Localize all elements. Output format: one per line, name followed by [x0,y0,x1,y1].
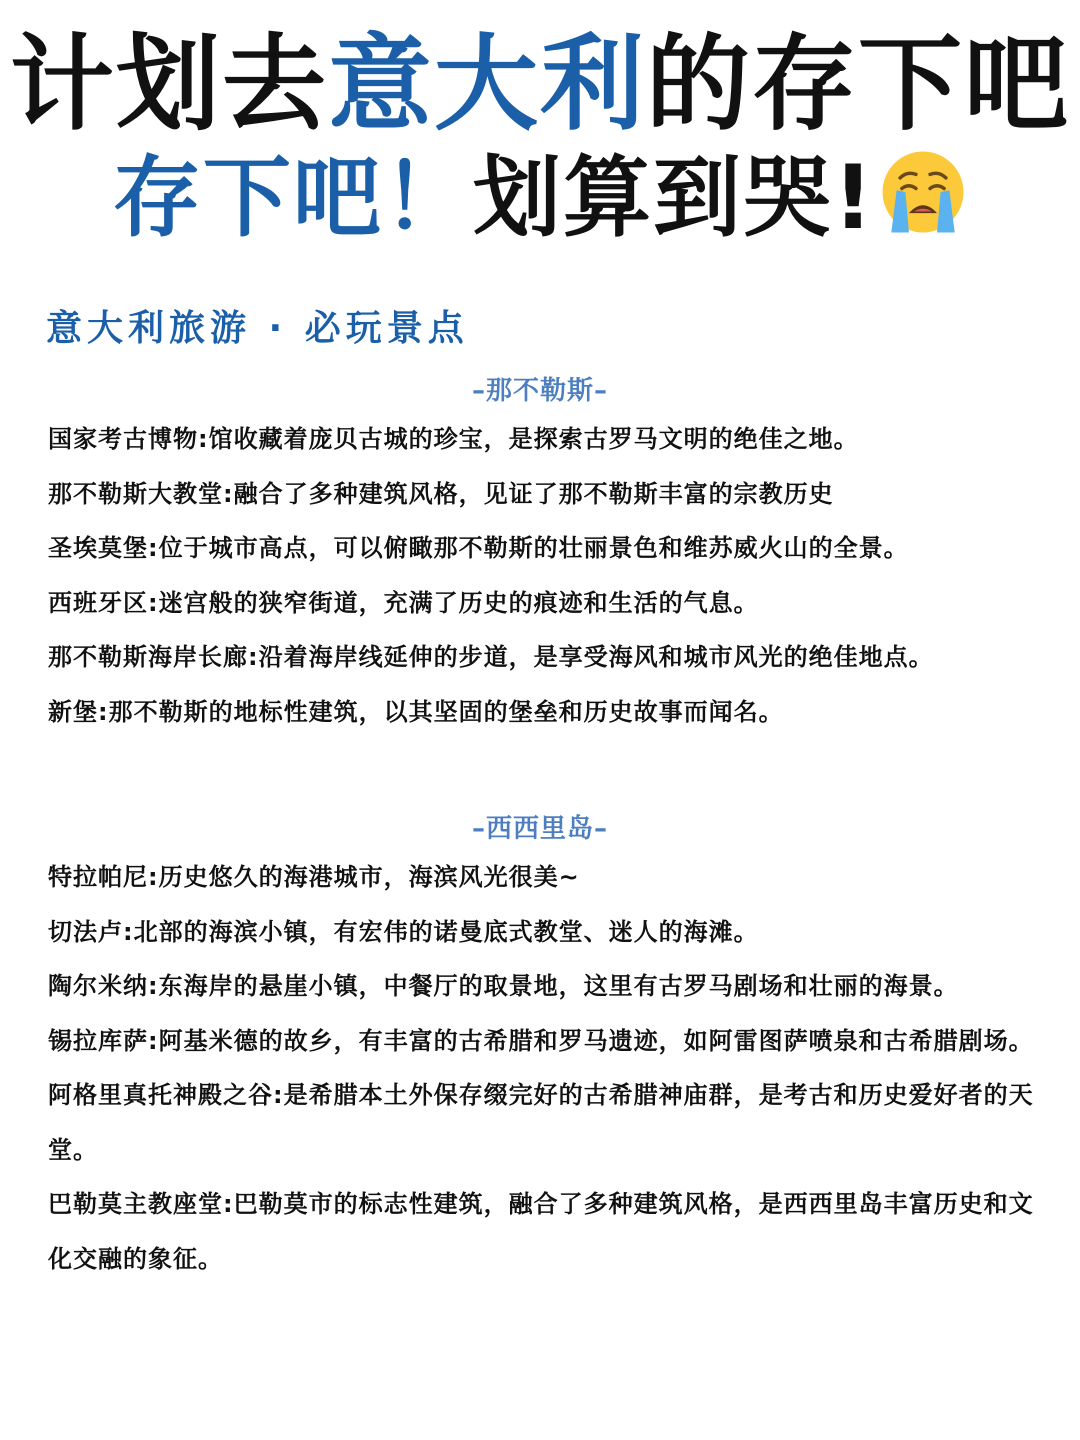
title-line-2-part-2: 划算到哭! [472,146,876,249]
list-item: 陶尔米纳:东海岸的悬崖小镇，中餐厅的取景地，这里有古罗马剧场和壮丽的海景。 [48,972,959,1000]
title-line-1-part-2: 的存下吧 [646,23,1071,145]
section-heading: 意大利旅游 · 必玩景点 [46,308,469,349]
list-item: 巴勒莫主教座堂:巴勒莫市的标志性建筑，融合了多种建筑风格，是西西里岛丰富历史和文化交融的象征。 [48,1190,1034,1273]
title-line-2-highlight: 存下吧！ [112,146,473,249]
list-item: 那不勒斯大教堂:融合了多种建筑风格，见证了那不勒斯丰富的宗教历史 [48,479,834,508]
sicily-attraction-list [48,850,1038,1286]
sicily-heading: –西西里岛– [471,814,608,844]
list-item: 国家考古博物:馆收藏着庞贝古城的珍宝，是探索古罗马文明的绝佳之地。 [48,425,859,453]
list-item: 那不勒斯海岸长廊:沿着海岸线延伸的步道，是享受海风和城市风光的绝佳地点。 [48,643,934,671]
naples-attraction-list [48,412,1038,739]
list-item: 特拉帕尼:历史悠久的海港城市，海滨风光很美~ [48,863,580,891]
title-line-1-highlight: 意大利 [327,23,646,145]
list-item: 锡拉库萨:阿基米德的故乡，有丰富的古希腊和罗马遗迹，如阿雷图萨喷泉和古希腊剧场。 [48,1026,1034,1055]
title-line-1-part-1: 计划去 [9,23,328,145]
list-item: 阿格里真托神殿之谷:是希腊本土外保存缀完好的古希腊神庙群，是考古和历史爱好者的天堂。 [48,1081,1034,1164]
naples-heading: –那不勒斯– [471,376,608,406]
list-item: 新堡:那不勒斯的地标性建筑，以其坚固的堡垒和历史故事而闻名。 [48,697,784,726]
title-line-1 [0,24,1080,144]
list-item: 圣埃莫堡:位于城市高点，可以俯瞰那不勒斯的壮丽景色和维苏威火山的全景。 [48,534,909,562]
crying-face-icon [879,148,967,236]
list-item: 切法卢:北部的海滨小镇，有宏伟的诺曼底式教堂、迷人的海滩。 [48,917,759,946]
title-line-2 [0,146,1080,250]
list-item: 西班牙区:迷宫般的狭窄街道，充满了历史的痕迹和生活的气息。 [48,588,759,617]
